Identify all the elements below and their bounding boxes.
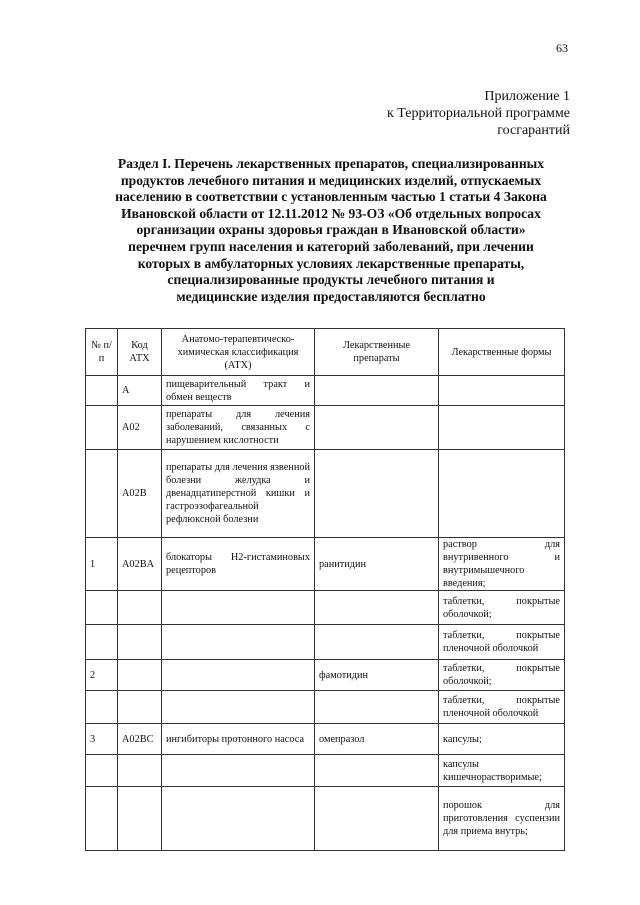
table-row: [86, 625, 565, 660]
appendix-heading: [387, 88, 570, 139]
cell-num: [86, 450, 118, 538]
cell-num: 1: [86, 538, 118, 591]
appendix-line: к Территориальной программе: [386, 106, 570, 121]
appendix-line: Приложение 1: [484, 89, 570, 104]
cell-drug: [315, 591, 439, 625]
cell-num: [86, 691, 118, 724]
cell-num: 3: [86, 724, 118, 755]
table-row: [86, 376, 565, 406]
header-forms: Лекарственные формы: [439, 329, 565, 376]
cell-form: капсулы кишечнорастворимые;: [439, 755, 565, 787]
cell-form: таблетки, покрытые оболочкой;: [439, 660, 565, 691]
cell-code: [118, 755, 162, 787]
cell-classification: препараты для лечения заболеваний, связанных с нарушением кислотности: [162, 406, 315, 450]
cell-num: [86, 376, 118, 406]
cell-code: [118, 625, 162, 660]
cell-classification: [162, 591, 315, 625]
cell-form: [439, 376, 565, 406]
section-title-line: перечнем групп населения и категорий заболеваний, при лечении: [128, 238, 534, 254]
section-title-line: медицинские изделия предоставляются бесплатно: [176, 288, 486, 304]
cell-drug: [315, 376, 439, 406]
cell-form: [439, 406, 565, 450]
cell-form: таблетки, покрытые оболочкой;: [439, 591, 565, 625]
cell-form: [439, 450, 565, 538]
cell-num: [86, 755, 118, 787]
table-header-row: [86, 329, 565, 376]
cell-form: порошок для приготовления суспензии для приема внутрь;: [439, 787, 565, 851]
header-num: № п/п: [86, 329, 118, 376]
cell-code: A02BA: [118, 538, 162, 591]
table-row: [86, 755, 565, 787]
table-row: [86, 538, 565, 591]
cell-drug: [315, 787, 439, 851]
cell-classification: [162, 755, 315, 787]
section-title-line: специализированные продукты лечебного питания и: [167, 272, 495, 288]
section-title-line: населению в соответствии с установленным частью 1 статьи 4 Закона: [115, 189, 547, 205]
cell-code: A02BC: [118, 724, 162, 755]
cell-code: A02B: [118, 450, 162, 538]
table-row: [86, 406, 565, 450]
section-title-line: Ивановской области от 12.11.2012 № 93-ОЗ «Об отдельных вопросах: [121, 205, 541, 221]
cell-num: 2: [86, 660, 118, 691]
table-row: [86, 660, 565, 691]
cell-code: A: [118, 376, 162, 406]
cell-drug: [315, 450, 439, 538]
cell-drug: фамотидин: [315, 660, 439, 691]
cell-classification: [162, 691, 315, 724]
table-row: [86, 691, 565, 724]
cell-drug: ранитидин: [315, 538, 439, 591]
cell-drug: [315, 625, 439, 660]
section-title-line: которых в амбулаторных условиях лекарственные препараты,: [137, 255, 525, 271]
cell-num: [86, 406, 118, 450]
cell-num: [86, 787, 118, 851]
cell-code: [118, 591, 162, 625]
appendix-line: госгарантий: [497, 123, 570, 138]
cell-classification: ингибиторы протонного насоса: [162, 724, 315, 755]
cell-code: [118, 787, 162, 851]
cell-drug: [315, 406, 439, 450]
header-drugs: Лекарственные препараты: [315, 329, 439, 376]
table-row: [86, 591, 565, 625]
cell-form: таблетки, покрытые пленочной оболочкой: [439, 625, 565, 660]
section-title-line: организации охраны здоровья граждан в Ивановской области»: [136, 222, 526, 238]
cell-classification: блокаторы H2-гистаминовых рецепторов: [162, 538, 315, 591]
cell-classification: препараты для лечения язвенной болезни желудка и двенадцатиперстной кишки и гастроэзофагеальной рефлюксной болезни: [162, 450, 315, 538]
header-code: Код АТХ: [118, 329, 162, 376]
header-classification: Анатомо-терапевтическо-химическая классификация (АТХ): [162, 329, 315, 376]
table-row: [86, 724, 565, 755]
section-title-line: продуктов лечебного питания и медицинских изделий, отпускаемых: [120, 172, 542, 188]
cell-code: [118, 660, 162, 691]
cell-classification: [162, 787, 315, 851]
cell-form: таблетки, покрытые пленочной оболочкой: [439, 691, 565, 724]
cell-num: [86, 591, 118, 625]
drug-table: [85, 328, 565, 851]
table-row: [86, 787, 565, 851]
cell-form: капсулы;: [439, 724, 565, 755]
section-title-line: Раздел I. Перечень лекарственных препаратов, специализированных: [117, 156, 545, 171]
section-title: [84, 156, 578, 305]
cell-code: [118, 691, 162, 724]
cell-drug: омепразол: [315, 724, 439, 755]
cell-drug: [315, 755, 439, 787]
table-row: [86, 450, 565, 538]
cell-classification: пищеварительный тракт и обмен веществ: [162, 376, 315, 406]
cell-form: раствор для внутривенного и внутримышечного введения;: [439, 538, 565, 591]
cell-code: A02: [118, 406, 162, 450]
cell-classification: [162, 625, 315, 660]
cell-classification: [162, 660, 315, 691]
cell-num: [86, 625, 118, 660]
cell-drug: [315, 691, 439, 724]
page-number: 63: [556, 41, 568, 55]
